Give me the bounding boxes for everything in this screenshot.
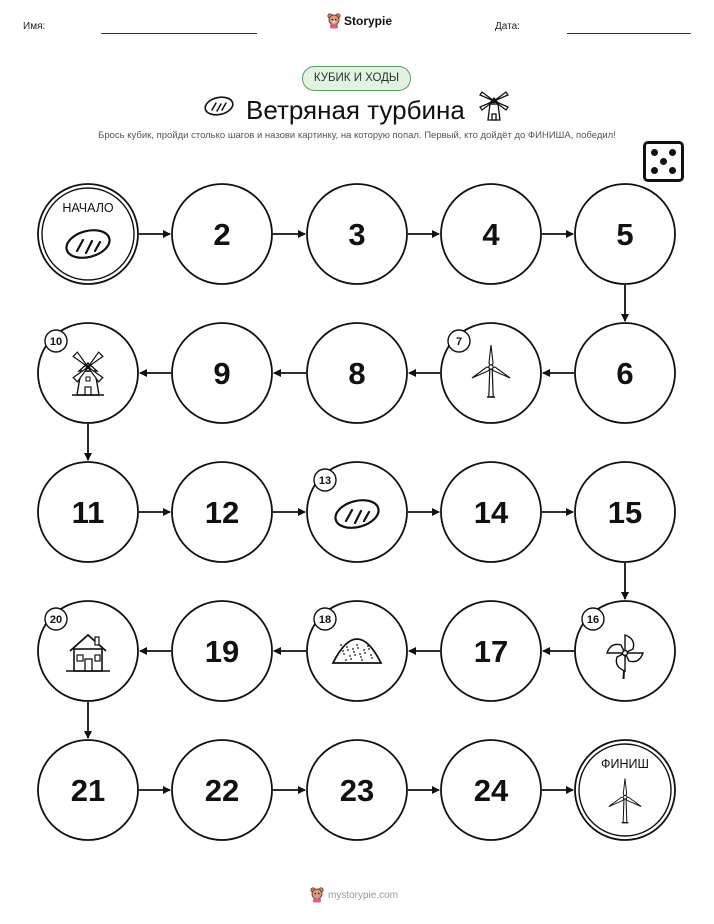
board-cell — [575, 601, 675, 701]
board-cell — [575, 462, 675, 562]
cell-number-badge: 13 — [318, 475, 332, 487]
board-cell — [441, 184, 541, 284]
board-cell — [575, 323, 675, 423]
board-cell — [38, 462, 138, 562]
cell-number: 19 — [204, 634, 240, 669]
cell-number: 9 — [213, 356, 231, 391]
name-label: Имя: — [23, 21, 46, 32]
board-cell — [38, 323, 138, 423]
cell-number-badge: 18 — [318, 614, 332, 626]
board-cell — [441, 462, 541, 562]
cell-number: 4 — [482, 217, 500, 252]
category-badge: КУБИК И ХОДЫ — [302, 66, 411, 91]
board-cell — [441, 740, 541, 840]
board-cell — [307, 601, 407, 701]
board-cell — [172, 462, 272, 562]
cell-number-badge: 7 — [455, 336, 463, 348]
cell-number: 11 — [71, 495, 105, 530]
board-cell — [38, 601, 138, 701]
cell-number: 17 — [473, 634, 509, 669]
finish-cell — [575, 740, 675, 840]
board-cell — [307, 462, 407, 562]
board-cell — [307, 740, 407, 840]
cell-number: 8 — [348, 356, 366, 391]
start-label: НАЧАЛО — [62, 201, 114, 215]
cell-number: 23 — [339, 773, 375, 808]
board-cell — [307, 184, 407, 284]
brand-name: Storypie — [344, 14, 393, 28]
date-label: Дата: — [495, 21, 520, 32]
finish-label: ФИНИШ — [601, 757, 649, 771]
board-cell — [172, 740, 272, 840]
cell-number: 6 — [616, 356, 634, 391]
board-cell — [575, 184, 675, 284]
cell-number-badge: 16 — [586, 614, 600, 626]
board-cell — [38, 740, 138, 840]
board-cell — [441, 323, 541, 423]
cell-number: 15 — [607, 495, 643, 530]
instructions: Брось кубик, пройди столько шагов и назови картинку, на которую попал. Первый, кто дойдёт до ФИНИША, победил! — [98, 130, 616, 141]
cell-number-badge: 10 — [49, 336, 63, 348]
bear-mascot-icon — [310, 887, 324, 903]
board-cell — [172, 184, 272, 284]
cell-number: 14 — [473, 495, 509, 530]
cell-number: 22 — [204, 773, 240, 808]
cell-number: 2 — [213, 217, 231, 252]
board-cell — [172, 601, 272, 701]
footer-site: mystorypie.com — [328, 889, 399, 901]
cell-number: 3 — [348, 217, 366, 252]
board-cell — [172, 323, 272, 423]
cell-number: 12 — [204, 495, 240, 530]
start-cell — [38, 184, 138, 284]
cell-number: 24 — [473, 773, 509, 808]
cell-number-badge: 20 — [49, 614, 63, 626]
cell-number: 5 — [616, 217, 634, 252]
page-title: Ветряная турбина — [246, 95, 465, 125]
cell-number: 21 — [70, 773, 106, 808]
footer — [310, 887, 398, 903]
board-cell — [307, 323, 407, 423]
board-cell — [441, 601, 541, 701]
